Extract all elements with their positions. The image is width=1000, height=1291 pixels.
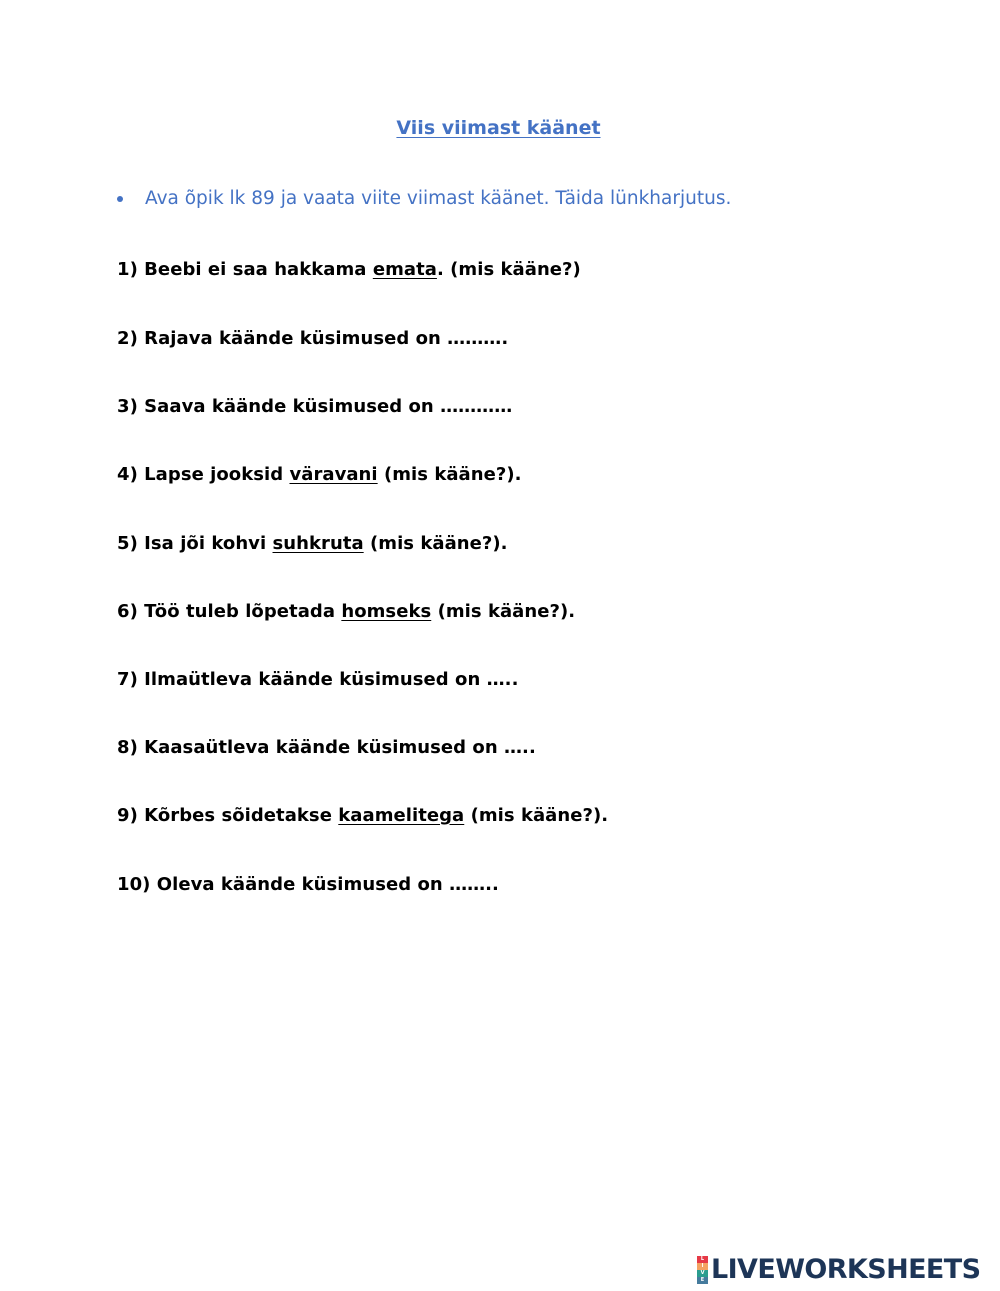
logo-block: I — [697, 1263, 708, 1270]
question-9 — [117, 805, 608, 826]
question-text: 9) Kõrbes sõidetakse — [117, 805, 339, 826]
question-8 — [117, 737, 536, 758]
question-text: 8) Kaasaütleva käände küsimused on ….. — [117, 737, 536, 758]
logo-block: L — [697, 1256, 708, 1263]
question-suffix: (mis kääne?). — [377, 464, 522, 485]
instruction-text: Ava õpik lk 89 ja vaata viite viimast käänet. Täida lünkharjutus. — [145, 188, 732, 209]
question-suffix: (mis kääne?). — [464, 805, 609, 826]
logo-blocks-icon — [697, 1256, 708, 1284]
question-6 — [117, 601, 575, 622]
bullet-icon — [117, 196, 123, 202]
question-suffix: (mis kääne?). — [363, 533, 508, 554]
question-text: 5) Isa jõi kohvi — [117, 533, 273, 554]
question-5 — [117, 533, 508, 554]
question-underlined-word: emata — [372, 259, 437, 280]
question-text: 1) Beebi ei saa hakkama — [117, 259, 373, 280]
question-text: 4) Lapse jooksid — [117, 464, 290, 485]
page-title: Viis viimast käänet — [396, 117, 601, 139]
question-4 — [117, 464, 522, 485]
footer-logo — [697, 1255, 980, 1285]
question-1 — [117, 259, 581, 280]
question-3 — [117, 396, 512, 417]
instruction-line — [116, 188, 731, 209]
logo-block: E — [697, 1277, 708, 1284]
question-7 — [117, 669, 518, 690]
question-text: 10) Oleva käände küsimused on …….. — [117, 874, 499, 895]
question-underlined-word: kaamelitega — [338, 805, 465, 826]
question-text: 7) Ilmaütleva käände küsimused on ….. — [117, 669, 519, 690]
question-suffix: (mis kääne?). — [431, 601, 576, 622]
question-underlined-word: väravani — [289, 464, 378, 485]
question-10 — [117, 874, 499, 895]
question-2 — [117, 328, 508, 349]
question-text: 3) Saava käände küsimused on ………… — [117, 396, 513, 417]
logo-text: LIVEWORKSHEETS — [711, 1254, 981, 1285]
logo-block: V — [697, 1270, 708, 1277]
question-underlined-word: suhkruta — [272, 533, 364, 554]
question-text: 2) Rajava käände küsimused on ………. — [117, 328, 509, 349]
question-underlined-word: homseks — [341, 601, 432, 622]
question-text: 6) Töö tuleb lõpetada — [117, 601, 342, 622]
question-suffix: . (mis kääne?) — [436, 259, 581, 280]
